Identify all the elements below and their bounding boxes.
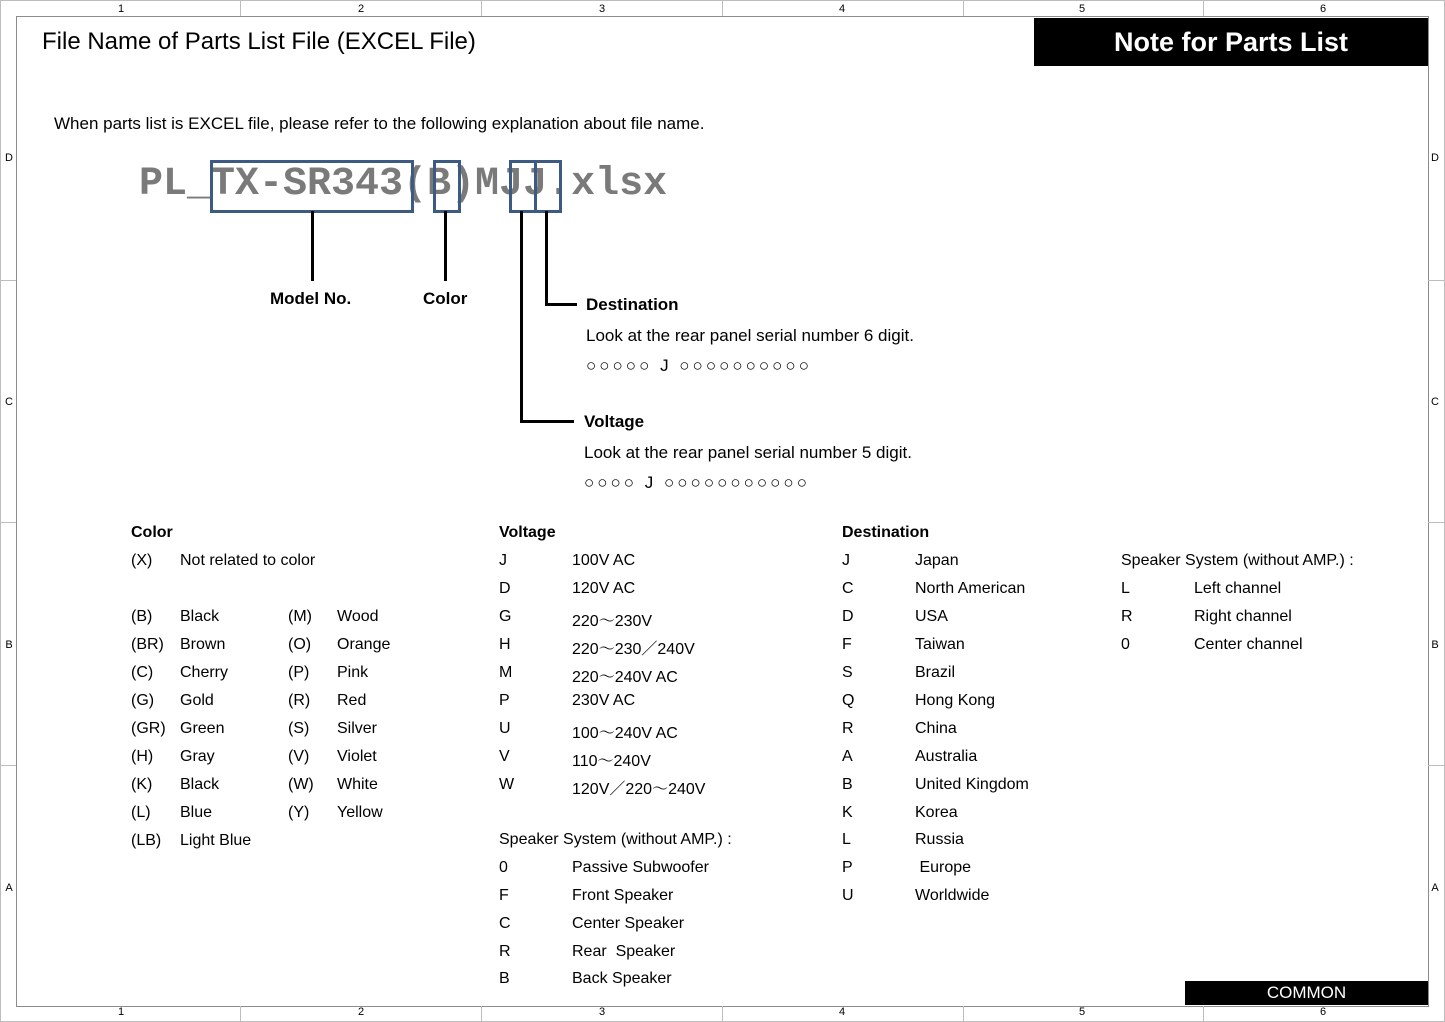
destination-code: C	[842, 580, 854, 597]
speaker-value: Left channel	[1194, 580, 1282, 597]
voltage-value: 120V／220～240V	[572, 781, 706, 798]
color-name: White	[337, 776, 378, 793]
speaker-code: B	[499, 970, 510, 987]
voltage-code: H	[499, 636, 511, 653]
color-name: Orange	[337, 636, 391, 653]
grid-tick	[722, 0, 723, 16]
destination-code: L	[842, 831, 851, 848]
destination-value: Australia	[915, 748, 978, 765]
voltage-value: 100V AC	[572, 552, 636, 569]
model-highlight-box	[210, 160, 414, 213]
grid-row-label: D	[5, 152, 13, 164]
note-header-box	[1034, 18, 1428, 66]
voltage-value: 220～240V AC	[572, 669, 678, 686]
voltage-code: V	[499, 748, 510, 765]
grid-col-label: 2	[357, 1006, 365, 1018]
color-code: (GR)	[131, 720, 166, 737]
grid-tick	[0, 765, 16, 766]
destination-highlight-box	[534, 160, 562, 213]
color-name: Gray	[180, 748, 215, 765]
voltage-code: G	[499, 608, 512, 625]
note-header-label: Note for Parts List	[1113, 26, 1349, 57]
destination-value: Brazil	[915, 664, 956, 681]
voltage-code: D	[499, 580, 511, 597]
destination-connector	[545, 303, 577, 306]
model-connector	[311, 211, 314, 281]
voltage-code: W	[499, 776, 515, 793]
color-name: Brown	[180, 636, 226, 653]
voltage-code: U	[499, 720, 511, 737]
grid-tick	[0, 522, 16, 523]
speaker-value: Passive Subwoofer	[572, 859, 709, 876]
grid-row-label: D	[1431, 152, 1439, 164]
destination-connector	[545, 211, 548, 305]
grid-tick	[963, 0, 964, 16]
destination-value: Worldwide	[915, 887, 990, 904]
destination-code: Q	[842, 692, 855, 709]
destination-value: United Kingdom	[915, 776, 1029, 793]
grid-col-label: 5	[1078, 3, 1086, 15]
voltage-connector	[520, 420, 574, 423]
color-code: (S)	[288, 720, 310, 737]
voltage-serial-pattern: ○○○○ J ○○○○○○○○○○○	[584, 473, 810, 492]
destination-serial-pattern: ○○○○○ J ○○○○○○○○○○	[586, 356, 812, 375]
color-name: Gold	[180, 692, 214, 709]
grid-col-label: 4	[838, 3, 846, 15]
voltage-value: 230V AC	[572, 692, 636, 709]
speaker-value: Center Speaker	[572, 915, 685, 932]
destination-value: North American	[915, 580, 1026, 597]
grid-tick	[240, 1006, 241, 1022]
destination-code: D	[842, 608, 854, 625]
destination-value: Japan	[915, 552, 959, 569]
grid-col-label: 5	[1078, 1006, 1086, 1018]
speaker-code: L	[1121, 580, 1130, 597]
color-code: (B)	[131, 608, 153, 625]
destination-table-title: Destination	[842, 524, 930, 541]
destination-code: P	[842, 859, 853, 876]
grid-col-label: 1	[117, 3, 125, 15]
color-connector	[444, 211, 447, 281]
destination-code: S	[842, 664, 853, 681]
grid-col-label: 3	[598, 1006, 606, 1018]
grid-col-label: 6	[1319, 3, 1327, 15]
example-filename: PL_TX-SR343(B)MJJ.xlsx	[139, 162, 668, 207]
grid-col-label: 6	[1319, 1006, 1327, 1018]
voltage-value: 110～240V	[572, 753, 651, 770]
color-name: Black	[180, 776, 220, 793]
model-label: Model No.	[270, 289, 352, 308]
color-name: Black	[180, 608, 220, 625]
color-code: (G)	[131, 692, 155, 709]
grid-tick	[1428, 522, 1445, 523]
common-footer-box	[1185, 981, 1428, 1005]
speaker-code: F	[499, 887, 509, 904]
destination-label: Destination	[586, 295, 679, 314]
grid-col-label: 2	[357, 3, 365, 15]
voltage-value: 120V AC	[572, 580, 636, 597]
speaker-code: C	[499, 915, 511, 932]
speaker-value: Front Speaker	[572, 887, 674, 904]
grid-row-label: A	[5, 882, 13, 894]
color-name: Light Blue	[180, 832, 252, 849]
destination-value: Europe	[915, 859, 972, 876]
destination-description: Look at the rear panel serial number 6 digit.	[586, 326, 914, 345]
voltage-label: Voltage	[584, 412, 645, 431]
color-code: (M)	[288, 608, 312, 625]
speaker-code: R	[1121, 608, 1133, 625]
color-name: Violet	[337, 748, 377, 765]
speaker-code: 0	[499, 859, 508, 876]
voltage-table-title: Voltage	[499, 524, 556, 541]
grid-col-label: 3	[598, 3, 606, 15]
destination-code: J	[842, 552, 850, 569]
voltage-value: 220～230V	[572, 613, 653, 630]
grid-row-label: A	[1431, 882, 1439, 894]
grid-tick	[1203, 1006, 1204, 1022]
destination-value: USA	[915, 608, 948, 625]
color-name: Red	[337, 692, 367, 709]
speaker-value: Back Speaker	[572, 970, 672, 987]
color-name: Yellow	[337, 804, 383, 821]
voltage-description: Look at the rear panel serial number 5 digit.	[584, 443, 912, 462]
voltage-highlight-box	[509, 160, 537, 213]
grid-row-label: C	[5, 396, 13, 408]
voltage-value: 220～230／240V	[572, 641, 695, 658]
grid-row-label: B	[1431, 639, 1439, 651]
color-name: Wood	[337, 608, 379, 625]
color-code: (H)	[131, 748, 154, 765]
voltage-code: P	[499, 692, 510, 709]
destination-value: Taiwan	[915, 636, 965, 653]
color-code: (V)	[288, 748, 310, 765]
destination-value: Russia	[915, 831, 964, 848]
color-code: (Y)	[288, 804, 310, 821]
color-code: (W)	[288, 776, 314, 793]
color-table-title: Color	[131, 524, 173, 541]
destination-code: A	[842, 748, 853, 765]
color-name: Pink	[337, 664, 369, 681]
grid-tick	[722, 1006, 723, 1022]
destination-code: B	[842, 776, 853, 793]
voltage-code: J	[499, 552, 507, 569]
color-name: Cherry	[180, 664, 229, 681]
destination-code: R	[842, 720, 854, 737]
intro-text: When parts list is EXCEL file, please refer to the following explanation about file name.	[54, 114, 705, 133]
grid-row-label: B	[5, 639, 13, 651]
color-name: Green	[180, 720, 225, 737]
destination-code: F	[842, 636, 852, 653]
color-code: (R)	[288, 692, 311, 709]
color-code: (P)	[288, 664, 310, 681]
color-code: (O)	[288, 636, 312, 653]
speaker-value: Rear Speaker	[572, 943, 676, 960]
grid-tick	[240, 0, 241, 16]
grid-tick	[481, 0, 482, 16]
color-name: Silver	[337, 720, 378, 737]
grid-row-label: C	[1431, 396, 1439, 408]
speaker-system-title: Speaker System (without AMP.) :	[499, 831, 732, 848]
grid-tick	[0, 280, 16, 281]
common-footer-label: COMMON	[1266, 983, 1347, 1002]
color-highlight-box	[433, 160, 461, 213]
grid-col-label: 4	[838, 1006, 846, 1018]
voltage-value: 100～240V AC	[572, 725, 678, 742]
voltage-connector	[520, 211, 523, 423]
grid-tick	[1428, 280, 1445, 281]
color-code: (LB)	[131, 832, 162, 849]
color-name: Not related to color	[180, 552, 316, 569]
color-code: (C)	[131, 664, 154, 681]
color-code: (BR)	[131, 636, 164, 653]
destination-code: K	[842, 804, 853, 821]
destination-value: Korea	[915, 804, 958, 821]
speaker-code: R	[499, 943, 511, 960]
grid-tick	[481, 1006, 482, 1022]
grid-tick	[1428, 765, 1445, 766]
color-name: Blue	[180, 804, 213, 821]
grid-tick	[963, 1006, 964, 1022]
speaker-code: 0	[1121, 636, 1130, 653]
destination-value: Hong Kong	[915, 692, 996, 709]
destination-code: U	[842, 887, 854, 904]
page-title: File Name of Parts List File (EXCEL File)	[42, 28, 476, 55]
speaker-value: Center channel	[1194, 636, 1303, 653]
destination-value: China	[915, 720, 957, 737]
speaker-value: Right channel	[1194, 608, 1292, 625]
color-code: (K)	[131, 776, 153, 793]
color-code: (L)	[131, 804, 151, 821]
voltage-code: M	[499, 664, 513, 681]
color-label: Color	[423, 289, 468, 308]
speaker-system-title: Speaker System (without AMP.) :	[1121, 552, 1354, 569]
grid-tick	[1203, 0, 1204, 16]
grid-col-label: 1	[117, 1006, 125, 1018]
color-code: (X)	[131, 552, 153, 569]
